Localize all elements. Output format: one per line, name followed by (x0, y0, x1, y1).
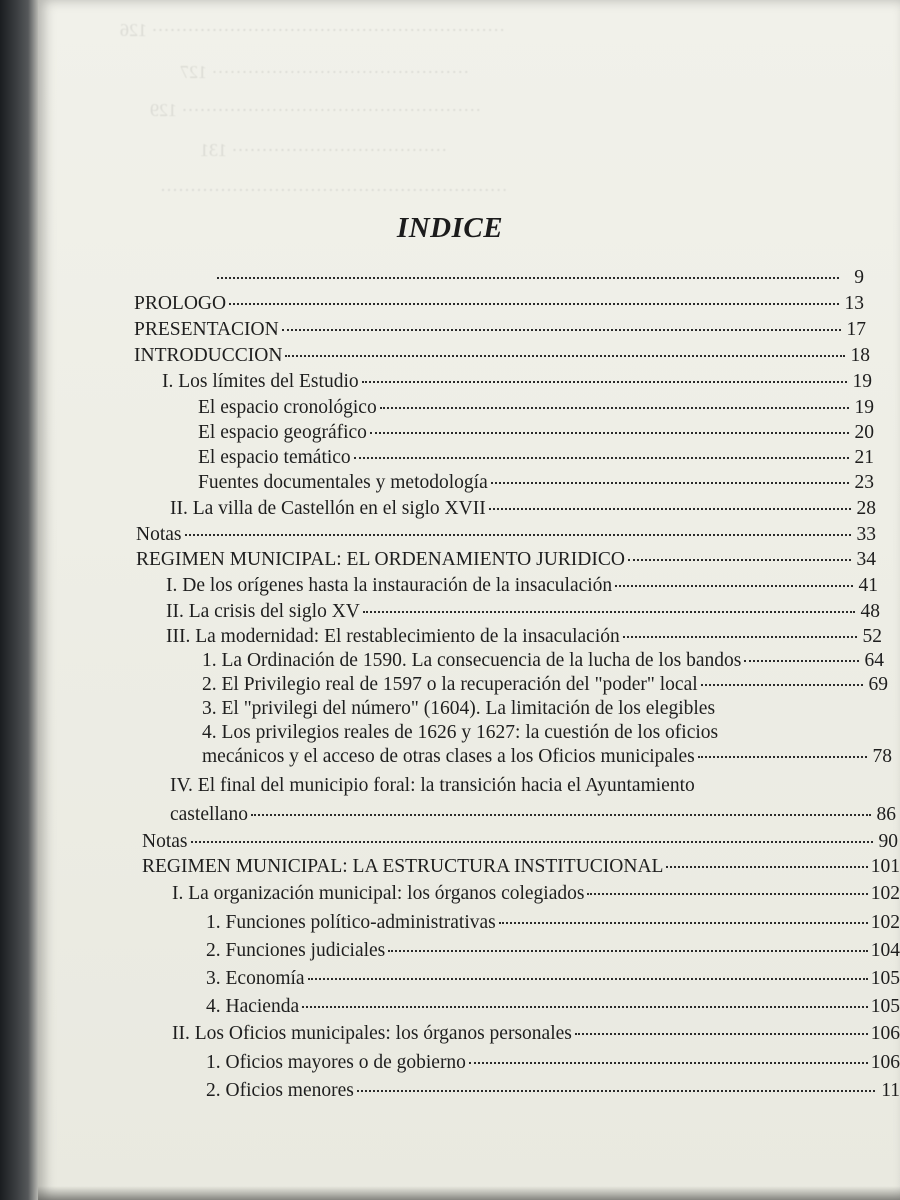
page-bottom-shadow (38, 1186, 900, 1200)
toc-page-number: 102 (870, 883, 900, 904)
toc-entry (198, 445, 874, 471)
toc-entry-label: PRESENTACION (134, 319, 279, 340)
toc-entry (214, 265, 864, 291)
toc-entry-label: REGIMEN MUNICIPAL: LA ESTRUCTURA INSTITUCIONAL (142, 856, 664, 877)
toc-entry (166, 599, 880, 625)
toc-entry-label: 1. La Ordinación de 1590. La consecuencia de la lucha de los bandos (202, 650, 742, 671)
dot-leader (623, 636, 857, 638)
toc-page-number: 69 (868, 674, 888, 695)
toc-page-number: 102 (870, 912, 900, 933)
dot-leader (575, 1033, 868, 1035)
dot-leader (217, 277, 839, 279)
dot-leader (354, 457, 849, 459)
toc-entry (206, 1078, 900, 1104)
toc-entry (206, 966, 900, 992)
toc-entry-label: I. Los límites del Estudio (162, 371, 359, 392)
toc-entry-label: 2. Funciones judiciales (206, 940, 386, 961)
toc-page-number: 28 (856, 498, 876, 519)
toc-entry (134, 343, 870, 369)
toc-entry (136, 547, 876, 573)
toc-entry-label: Notas (142, 831, 188, 852)
dot-leader (615, 585, 853, 587)
toc-entry-label: 2. El Privilegio real de 1597 o la recuperación del "poder" local (202, 674, 698, 695)
toc-entry-label: INTRODUCCION (134, 345, 283, 366)
dot-leader (251, 814, 871, 816)
dot-leader (666, 866, 867, 868)
page-title: INDICE (396, 212, 504, 244)
toc-page-number: 13 (844, 293, 864, 314)
toc-entry (172, 881, 900, 907)
toc-entry (198, 470, 874, 496)
toc-entry-label: I. De los orígenes hasta la instauración de la insaculación (166, 575, 613, 596)
toc-entry (170, 496, 876, 522)
toc-page-number: 34 (856, 549, 876, 570)
dot-leader (285, 355, 845, 357)
dot-leader (499, 922, 868, 924)
dot-leader (628, 559, 851, 561)
toc-page-number: 86 (876, 804, 896, 825)
dot-leader (185, 534, 852, 536)
toc-page-number: 19 (852, 371, 872, 392)
toc-page-number: 105 (870, 996, 900, 1017)
dot-leader (380, 407, 849, 409)
toc-entry-label: II. La crisis del siglo XV (166, 601, 360, 622)
toc-entry-label: mecánicos y el acceso de otras clases a los Oficios municipales (202, 746, 695, 767)
toc-entry-label: II. Los Oficios municipales: los órganos personales (172, 1023, 572, 1044)
toc-page-number: 101 (870, 856, 900, 877)
toc-page-number: 19 (854, 397, 874, 418)
toc-page-number: 105 (870, 968, 900, 989)
dot-leader (491, 482, 849, 484)
toc-page-number: 20 (854, 422, 874, 443)
toc-entry (136, 522, 876, 548)
dot-leader (363, 611, 855, 613)
dot-leader (229, 303, 839, 305)
toc-entry (202, 720, 782, 746)
toc-entry-label: Notas (136, 524, 182, 545)
toc-entry-label: 4. Los privilegios reales de 1626 y 1627: la cuestión de los oficios (202, 722, 719, 743)
toc-entry-label: II. La villa de Castellón en el siglo XVII (170, 498, 486, 519)
dot-leader (489, 508, 851, 510)
toc-entry (142, 854, 900, 880)
toc-entry (166, 624, 882, 650)
toc-entry (162, 369, 872, 395)
toc-entry-label: El espacio cronológico (198, 397, 377, 418)
toc-page-number: 52 (862, 626, 882, 647)
dot-leader (388, 950, 867, 952)
toc-entry-label: REGIMEN MUNICIPAL: EL ORDENAMIENTO JURIDICO (136, 549, 625, 570)
toc-entry (206, 994, 900, 1020)
toc-entry-label: 3. Economía (206, 968, 305, 989)
toc-entry (202, 696, 776, 722)
toc-page-number: 33 (856, 524, 876, 545)
toc-entry-label: castellano (170, 804, 248, 825)
toc-entry-label: Fuentes documentales y metodología (198, 472, 488, 493)
toc-entry (206, 1050, 900, 1076)
dot-leader (587, 893, 867, 895)
toc-page-number: 21 (854, 447, 874, 468)
toc-entry (170, 802, 896, 828)
dot-leader (308, 978, 868, 980)
toc-entry (198, 395, 874, 421)
toc-entry-label: 4. Hacienda (206, 996, 300, 1017)
toc-entry-label: I. La organización municipal: los órganos colegiados (172, 883, 585, 904)
toc-page-number: 106 (870, 1052, 900, 1073)
dot-leader (744, 660, 859, 662)
toc-entry-label: 2. Oficios menores (206, 1080, 354, 1101)
toc-entry-label: IV. El final del municipio foral: la transición hacia el Ayuntamiento (170, 775, 695, 796)
toc-entry (202, 744, 892, 770)
dot-leader (469, 1062, 868, 1064)
toc-entry (202, 672, 888, 698)
toc-page-number: 48 (860, 601, 880, 622)
toc-page-number: 9 (854, 267, 864, 288)
toc-entry-label: 3. El "privilegi del número" (1604). La limitación de los elegibles (202, 698, 716, 719)
dot-leader (191, 841, 874, 843)
toc-entry (206, 938, 900, 964)
toc-entry (170, 773, 790, 799)
toc-page-number: 11 (881, 1080, 900, 1101)
toc-entry-label: 1. Funciones político-administrativas (206, 912, 496, 933)
toc-entry (142, 829, 898, 855)
toc-entry (198, 420, 874, 446)
toc-page-number: 90 (878, 831, 898, 852)
toc-page-number: 18 (850, 345, 870, 366)
dot-leader (701, 684, 863, 686)
toc-entry-label: El espacio geográfico (198, 422, 367, 443)
toc-entry (172, 1021, 900, 1047)
toc-entry-label: 1. Oficios mayores o de gobierno (206, 1052, 466, 1073)
toc-page-number: 17 (846, 319, 866, 340)
dot-leader (302, 1006, 868, 1008)
toc-entry (134, 317, 866, 343)
toc-page-number: 78 (872, 746, 892, 767)
toc-page-number: 104 (870, 940, 900, 961)
toc-entry-label: III. La modernidad: El restablecimiento de la insaculación (166, 626, 620, 647)
dot-leader (282, 329, 841, 331)
toc-entry (134, 291, 864, 317)
toc-entry-label: PROLOGO (134, 293, 227, 314)
dot-leader (370, 432, 849, 434)
toc-entry (166, 573, 878, 599)
dot-leader (362, 381, 847, 383)
dot-leader (698, 756, 867, 758)
toc-page-number: 64 (864, 650, 884, 671)
toc-entry (202, 648, 884, 674)
dot-leader (357, 1090, 875, 1092)
toc-page-number: 41 (858, 575, 878, 596)
toc-entry (206, 910, 900, 936)
toc-page-number: 106 (870, 1023, 900, 1044)
toc-page-number: 23 (854, 472, 874, 493)
toc-entry-label: El espacio temático (198, 447, 351, 468)
